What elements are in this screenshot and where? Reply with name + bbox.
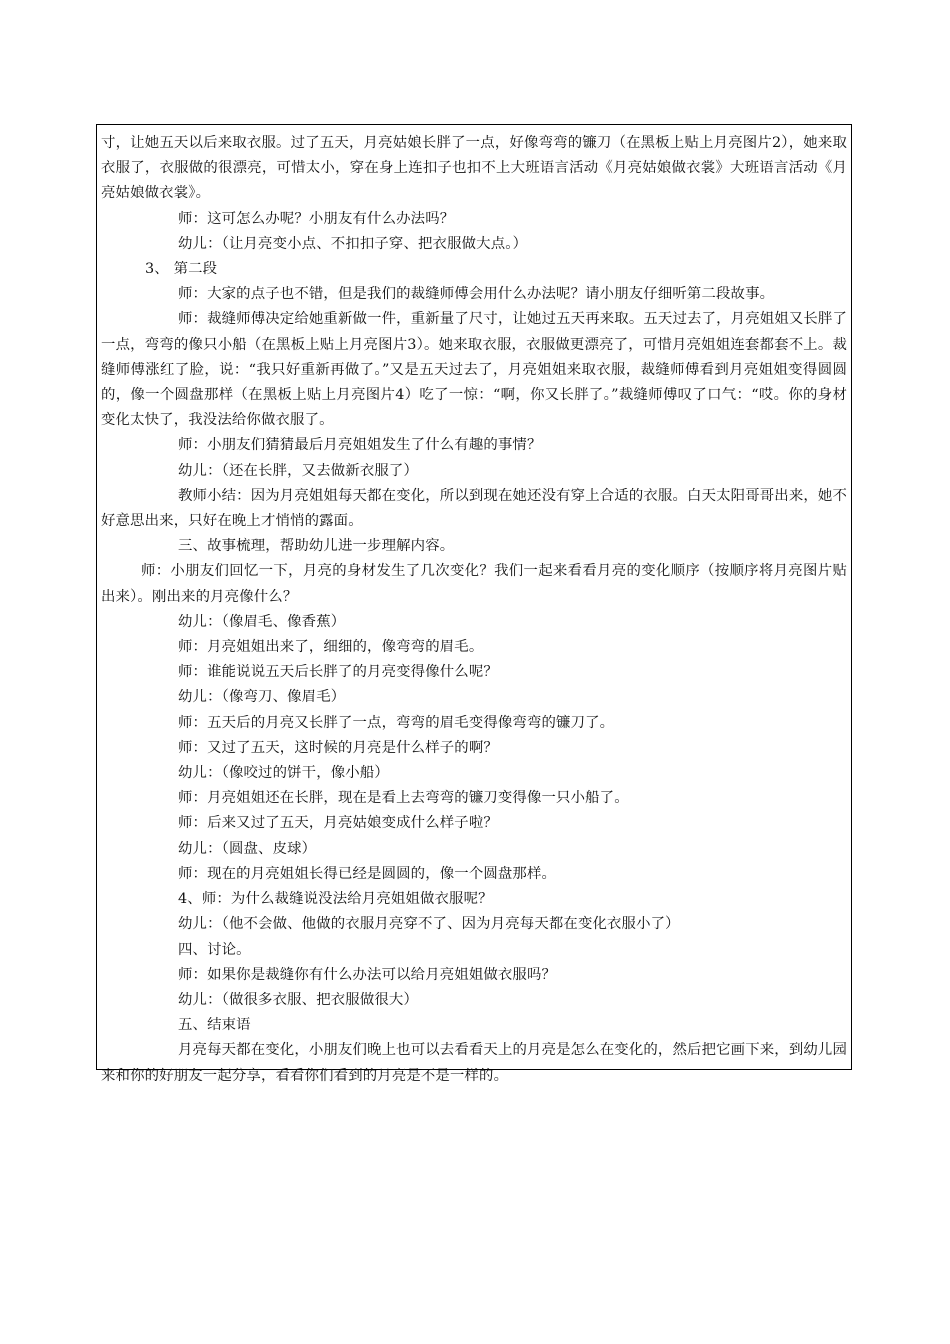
paragraph-section-3-heading: 三、故事梳理，帮助幼儿进一步理解内容。 xyxy=(178,538,455,555)
paragraph-teacher-question-3: 师：谁能说说五天后长胖了的月亮变得像什么呢？ xyxy=(178,664,498,681)
paragraph-teacher-review-question: 师：小朋友们回忆一下，月亮的身材发生了几次变化？我们一起来看看月亮的变化顺序（按顺序将月亮图片贴出来）。刚出来的月亮像什么？ xyxy=(101,563,847,605)
paragraph-teacher-question-6: 师：如果你是裁缝你有什么办法可以给月亮姐姐做衣服吗？ xyxy=(178,966,557,983)
paragraph-teacher-summary: 教师小结：因为月亮姐姐每天都在变化，所以到现在她还没有穿上合适的衣服。白天太阳哥哥出来，她不好意思出来，只好在晚上才悄悄的露面。 xyxy=(101,487,847,530)
paragraph-step-4-question: 4、师：为什么裁缝说没法给月亮姐姐做衣服呢？ xyxy=(178,891,493,908)
paragraph-child-answer-3: 幼儿：（像眉毛、像香蕉） xyxy=(178,613,346,630)
paragraph-child-answer-1: 幼儿：（让月亮变小点、不扣扣子穿、把衣服做大点。） xyxy=(178,235,528,252)
paragraph-child-answer-5: 幼儿：（像咬过的饼干，像小船） xyxy=(178,765,389,782)
paragraph-child-answer-6: 幼儿：（圆盘、皮球） xyxy=(178,840,317,857)
paragraph-child-answer-8: 幼儿：（做很多衣服、把衣服做很大） xyxy=(178,991,418,1008)
paragraph-teacher-line-sickle: 师：五天后的月亮又长胖了一点，弯弯的眉毛变得像弯弯的镰刀了。 xyxy=(178,714,615,731)
paragraph-teacher-line-eyebrow: 师：月亮姐姐出来了，细细的，像弯弯的眉毛。 xyxy=(178,639,484,656)
paragraph-teacher-line-disk: 师：现在的月亮姐姐长得已经是圆圆的，像一个圆盘那样。 xyxy=(178,865,557,882)
paragraph-teacher-question-5: 师：后来又过了五天，月亮姑娘变成什么样子啦？ xyxy=(178,815,498,832)
paragraph-story-part-one-end: 寸，让她五天以后来取衣服。过了五天，月亮姑娘长胖了一点，好像弯弯的镰刀（在黑板上贴上月亮图片2），她来取衣服了，衣服做的很漂亮，可惜太小，穿在身上连扣子也扣不上大班语言活动《月亮姑娘做衣裳》大班语言活动《月亮姑娘做衣裳》。 xyxy=(101,135,847,202)
paragraph-teacher-question-4: 师：又过了五天，这时候的月亮是什么样子的啊？ xyxy=(178,739,498,756)
paragraph-section-4-heading: 四、讨论。 xyxy=(178,941,251,958)
paragraph-teacher-question-2: 师：小朋友们猜猜最后月亮姐姐发生了什么有趣的事情？ xyxy=(178,437,542,454)
paragraph-section-5-heading: 五、结束语 xyxy=(178,1017,251,1034)
paragraph-child-answer-4: 幼儿：（像弯刀、像眉毛） xyxy=(178,689,346,706)
paragraph-child-answer-7: 幼儿：（他不会做、他做的衣服月亮穿不了、因为月亮每天都在变化衣服小了） xyxy=(178,916,680,933)
paragraph-teacher-question-1: 师：这可怎么办呢？小朋友有什么办法吗？ xyxy=(178,210,455,227)
lesson-plan-text-box xyxy=(96,124,852,1084)
paragraph-step-3-heading: 3、 第二段 xyxy=(145,261,218,278)
paragraph-child-answer-2: 幼儿：（还在长胖，又去做新衣服了） xyxy=(178,462,418,479)
paragraph-closing-remarks: 月亮每天都在变化，小朋友们晚上也可以去看看天上的月亮是怎么在变化的，然后把它画下来，到幼儿园来和你的好朋友一起分享，看看你们看到的月亮是不是一样的。 xyxy=(101,1042,847,1084)
paragraph-story-part-two: 师：裁缝师傅决定给她重新做一件，重新量了尺寸，让她过五天再来取。五天过去了，月亮姐姐又长胖了一点，弯弯的像只小船（在黑板上贴上月亮图片3）。她来取衣服，衣服做更漂亮了，可惜月亮姐姐连套都套不上。裁缝师傅涨红了脸，说：“我只好重新再做了。”又是五天过去了，月亮姐姐来取衣服，裁缝师傅看到月亮姐姐变得圆圆的，像一个圆盘那样（在黑板上贴上月亮图片4）吃了一惊：“啊，你又长胖了。”裁缝师傅叹了口气：“哎。你的身材变化太快了，我没法给你做衣服了。 xyxy=(101,311,847,429)
paragraph-teacher-line-boat: 师：月亮姐姐还在长胖，现在是看上去弯弯的镰刀变得像一只小船了。 xyxy=(178,790,629,807)
paragraph-teacher-intro-part-two: 师：大家的点子也不错，但是我们的裁缝师傅会用什么办法呢？请小朋友仔细听第二段故事。 xyxy=(178,286,775,303)
